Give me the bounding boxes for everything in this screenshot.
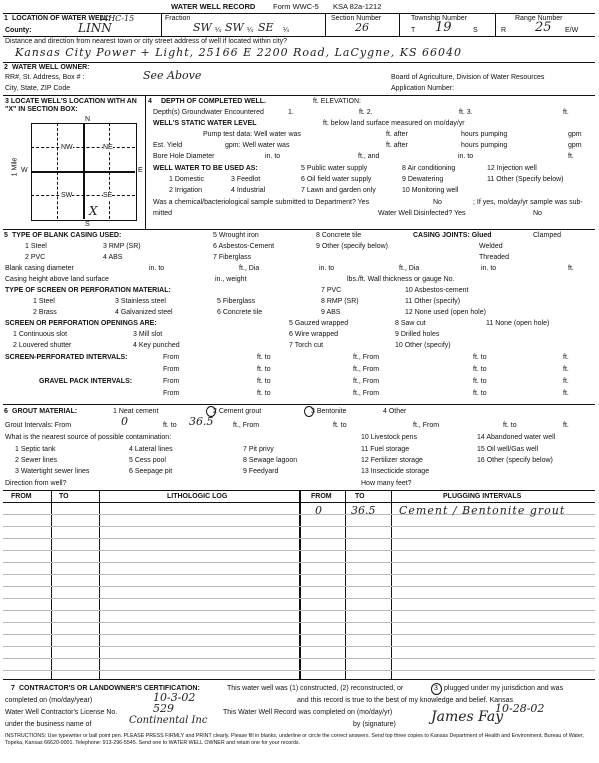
nw-label: NW [61, 144, 73, 151]
source-5: 5 Cess pool [129, 457, 166, 464]
direction-label: Direction from well? [5, 480, 67, 487]
grout-to-2: ft. to [333, 422, 347, 429]
log-row-rule [3, 586, 595, 587]
grout-intervals-label: Grout Intervals: From [5, 422, 72, 429]
est-yield-label: Est. Yield [153, 142, 183, 149]
township-label: Township Number [411, 15, 468, 22]
use-7: 7 Lawn and garden only [301, 187, 376, 194]
section-1-number: 1 [4, 15, 8, 22]
casing-opt-6: 6 Asbestos-Cement [213, 243, 275, 250]
board-label: Board of Agriculture, Division of Water Resources [391, 74, 545, 81]
east-label: E [138, 167, 143, 174]
screen-opt-8: 8 RMP (SR) [321, 298, 359, 305]
pump-gpm: gpm [568, 131, 582, 138]
use-11: 11 Other (Specify below) [487, 176, 564, 183]
screen-opt-4: 4 Galvanized steel [115, 309, 173, 316]
est-gpm: gpm [568, 142, 582, 149]
quarter-mark-c: ¼ [283, 27, 289, 34]
log-row-rule [3, 634, 595, 635]
source-13: 13 Insecticide storage [361, 468, 430, 475]
open-opt-1: 1 Continuous slot [13, 331, 68, 338]
range-value: 25 [535, 20, 552, 35]
well-id: MHC-15 [100, 14, 135, 23]
perf-intervals-label: SCREEN-PERFORATED INTERVALS: [5, 354, 128, 361]
open-opt-11: 11 None (open hole) [486, 320, 550, 327]
source-1: 1 Septic tank [15, 446, 56, 453]
open-opt-7: 7 Torch cut [289, 342, 324, 349]
plug-to-header: TO [355, 493, 365, 500]
groundwater-label: Depth(s) Groundwater Encountered [153, 109, 264, 116]
log-row-rule [3, 622, 595, 623]
section-4-number: 4 [148, 98, 152, 105]
est-hours: hours pumping [461, 142, 508, 149]
grout-opt-3-circle [304, 406, 314, 417]
grout-from-3: ft., From [413, 422, 440, 429]
fraction-b: SW [225, 21, 244, 34]
open-opt-4: 4 Key punched [133, 342, 180, 349]
screen-opt-12: 12 None used (open hole) [405, 309, 486, 316]
cert-text-2: and this record is true to the best of my knowledge and belief. Kansas [297, 697, 513, 704]
section-number-value: 26 [355, 21, 369, 34]
south-label: S [85, 221, 90, 228]
gw-2: ft. 2. [359, 109, 373, 116]
grout-from-2: ft., From [233, 422, 260, 429]
casing-opt-7: 7 Fiberglass [213, 254, 252, 261]
est-after: ft. after [386, 142, 408, 149]
est-yield-tail: gpm: Well water was [225, 142, 290, 149]
section-2-number: 2 [4, 64, 8, 71]
grout-from-value: 0 [121, 415, 128, 428]
perf-end-2: ft. [563, 366, 569, 373]
form-statute: KSA 82a-1212 [333, 2, 382, 11]
township-suffix: S [473, 27, 478, 34]
pump-test-label: Pump test data: Well water was [203, 131, 301, 138]
application-label: Application Number: [391, 85, 455, 92]
log-from-header: FROM [11, 493, 32, 500]
gravel-from-1b: ft., From [353, 378, 380, 385]
owner-label: WATER WELL OWNER: [12, 64, 90, 71]
log-row-rule [3, 526, 595, 527]
disinfected-no: No [533, 210, 542, 217]
source-7: 7 Pit privy [243, 446, 274, 453]
use-8: 8 Air conditioning [402, 165, 456, 172]
distance-label: Distance and direction from nearest town or city street address of well if located within city? [5, 38, 288, 45]
grout-to-label: ft. to [163, 422, 177, 429]
perf-to-1: ft. to [257, 354, 271, 361]
grout-opt-3: 3 Bentonite [311, 408, 347, 415]
log-litho-header: LITHOLOGIC LOG [167, 493, 228, 500]
use-6: 6 Oil field water supply [301, 176, 372, 183]
use-1: 1 Domestic [169, 176, 205, 183]
log-row-rule [3, 550, 595, 551]
bore-and: ft., and [358, 153, 380, 160]
plug-to-value: 36.5 [351, 504, 376, 517]
gravel-to-2b: ft. to [473, 390, 487, 397]
blank-diameter-in-2: in. to [319, 265, 335, 272]
instructions: INSTRUCTIONS: Use typewriter or ball point pen. PLEASE PRESS FIRMLY and PRINT clearly. Please fill in blanks, underline or circle the correct answers. Send top three copies to Kansas Department of Health and Environment, Bureau of Water, Topeka, Kansas 66620-0001. Telephone: 913-296-5545. Send one to WATER WELL OWNER and retain one for your records. [5, 733, 584, 746]
city-label: City, State, ZIP Code [5, 85, 71, 92]
gravel-to-2: ft. to [257, 390, 271, 397]
source-8: 8 Sewage lagoon [243, 457, 298, 464]
gw-1: 1. [288, 109, 294, 116]
casing-opt-3: 3 RMP (SR) [103, 243, 141, 250]
county-value: LINN [78, 21, 112, 35]
section-6-number: 6 [4, 408, 8, 415]
casing-opt-4: 4 ABS [103, 254, 123, 261]
gravel-to-1: ft. to [257, 378, 271, 385]
gravel-intervals-label: GRAVEL PACK INTERVALS: [39, 378, 133, 385]
chem-tail: ; If yes, mo/day/yr sample was sub- [473, 199, 583, 206]
range-label: Range Number [515, 15, 563, 22]
open-opt-9: 9 Drilled holes [395, 331, 440, 338]
how-many-feet: How many feet? [361, 480, 412, 487]
casing-opt-2: 2 PVC [25, 254, 46, 261]
range-prefix: R [501, 27, 507, 34]
license-label: Water Well Contractor's License No. [5, 709, 118, 716]
mile-label: 1 Mile [11, 157, 19, 177]
open-opt-10: 10 Other (specify) [395, 342, 451, 349]
section-number-label: Section Number [331, 15, 382, 22]
chem-no: No [433, 199, 442, 206]
bore-mid: in. to [265, 153, 281, 160]
casing-height-label: Casing height above land surface [5, 276, 109, 283]
perf-from-2b: ft., From [353, 366, 380, 373]
use-5: 5 Public water supply [301, 165, 368, 172]
casing-opt-1: 1 Steel [25, 243, 47, 250]
bore-in: in. to [458, 153, 474, 160]
source-14: 14 Abandoned water well [477, 434, 556, 441]
section-7-number: 7 [11, 685, 15, 692]
plug-from-value: 0 [315, 504, 322, 517]
bore-end: ft. [568, 153, 574, 160]
use-12: 12 Injection well [487, 165, 537, 172]
plug-description: Cement / Bentonite grout [399, 504, 566, 517]
pump-hours: hours pumping [461, 131, 508, 138]
source-16: 16 Other (specify below) [477, 457, 553, 464]
joints-label: CASING JOINTS: Glued [413, 232, 492, 239]
locate-label: 3 LOCATE WELL'S LOCATION WITH AN "X" IN SECTION BOX: [5, 98, 137, 113]
casing-lbsft: lbs./ft. Wall thickness or gauge No. [347, 276, 455, 283]
signature-label: by (signature) [353, 721, 396, 728]
joints-threaded: Threaded [479, 254, 509, 261]
gravel-end-2: ft. [563, 390, 569, 397]
source-3: 3 Watertight sewer lines [15, 468, 90, 475]
open-opt-6: 6 Wire wrapped [289, 331, 339, 338]
rr-address-value: See Above [143, 69, 202, 82]
grout-opt-2: 2 Cement grout [213, 408, 262, 415]
disinfected-label: Water Well Disinfected? Yes [378, 210, 466, 217]
north-label: N [85, 116, 91, 123]
source-9: 9 Feedyard [243, 468, 279, 475]
completed-label: completed on (mo/day/year) [5, 697, 93, 704]
cert-circled-number: 3 [434, 685, 438, 692]
screen-opt-5: 5 Fiberglass [217, 298, 256, 305]
business-label: under the business name of [5, 721, 92, 728]
grout-to-value: 36.5 [189, 415, 214, 428]
county-label: County: [5, 27, 32, 34]
elevation-label: ft. ELEVATION: [313, 98, 361, 105]
well-address: Kansas City Power + Light, 25166 E 2200 Road, LaCygne, KS 66040 [15, 46, 462, 59]
perf-end-1: ft. [563, 354, 569, 361]
chem-mitted: mitted [153, 210, 173, 217]
license-value: 529 [153, 702, 174, 715]
bore-label: Bore Hole Diameter [153, 153, 215, 160]
range-suffix: E/W [565, 27, 579, 34]
form-title: WATER WELL RECORD [171, 2, 256, 11]
grout-opt-4: 4 Other [383, 408, 407, 415]
gravel-from-2b: ft., From [353, 390, 380, 397]
grout-to-3: ft. to [503, 422, 517, 429]
screen-opt-9: 9 ABS [321, 309, 341, 316]
gw-end: ft. [563, 109, 569, 116]
source-2: 2 Sewer lines [15, 457, 58, 464]
cert-text-3: This Water Well Record was completed on (mo/day/yr) [223, 709, 393, 716]
rr-address-label: RR#, St. Address, Box # : [5, 74, 85, 81]
township-prefix: T [411, 27, 416, 34]
quarter-mark-a: ¼ [215, 27, 221, 34]
signature: James Fay [431, 709, 504, 725]
plug-intervals-header: PLUGGING INTERVALS [443, 493, 522, 500]
screen-opt-10: 10 Asbestos-cement [405, 287, 469, 294]
log-row-rule [3, 598, 595, 599]
water-well-record-form [3, 2, 595, 746]
perf-to-1b: ft. to [473, 354, 487, 361]
joints-clamped: Clamped [533, 232, 562, 239]
use-3: 3 Feedlot [231, 176, 261, 183]
screen-opt-6: 6 Concrete tile [217, 309, 263, 316]
well-x-mark: X [89, 204, 98, 218]
completed-value: 10-3-02 [153, 691, 196, 704]
fraction-label: Fraction [165, 15, 191, 22]
blank-diameter-dia-1: ft., Dia [239, 265, 260, 272]
casing-weight: in., weight [215, 276, 247, 283]
log-row-rule [3, 610, 595, 611]
source-6: 6 Seepage pit [129, 468, 173, 475]
casing-opt-9: 9 Other (specify below) [316, 243, 388, 250]
source-12: 12 Fertilizer storage [361, 457, 423, 464]
cert-text-1b: plugged under my jurisdiction and was [444, 685, 564, 692]
blank-diameter-dia-2: ft., Dia [399, 265, 420, 272]
gravel-from-1: From [163, 378, 180, 385]
blank-diameter-in: in. to [149, 265, 165, 272]
perf-from-2: From [163, 366, 180, 373]
use-9: 9 Dewatering [402, 176, 444, 183]
joints-welded: Welded [479, 243, 503, 250]
screen-opt-3: 3 Stainless steel [115, 298, 166, 305]
cert-text-1: This water well was (1) constructed, (2) reconstructed, or [227, 685, 404, 692]
open-opt-2: 2 Louvered shutter [13, 342, 72, 349]
grout-label: GROUT MATERIAL: [12, 408, 78, 415]
grout-opt-1: 1 Neat cement [113, 408, 159, 415]
static-level-label: WELL'S STATIC WATER LEVEL [153, 120, 257, 127]
pump-after: ft. after [386, 131, 408, 138]
perf-from-1: From [163, 354, 180, 361]
screen-label: TYPE OF SCREEN OR PERFORATION MATERIAL: [5, 287, 171, 294]
log-to-header: TO [59, 493, 69, 500]
use-10: 10 Monitoring well [402, 187, 459, 194]
blank-diameter-in-3: in. to [481, 265, 497, 272]
log-row-rule [3, 562, 595, 563]
fraction-c: SE [258, 21, 274, 34]
form-number: Form WWC-5 [273, 2, 319, 11]
gravel-from-2: From [163, 390, 180, 397]
plug-from-header: FROM [311, 493, 332, 500]
business-value: Continental Inc [129, 715, 208, 726]
perf-to-2: ft. to [257, 366, 271, 373]
record-date: 10-28-02 [495, 702, 545, 715]
se-label: SE [103, 192, 113, 199]
open-opt-5: 5 Gauzed wrapped [289, 320, 349, 327]
gw-3: ft. 3. [459, 109, 473, 116]
source-15: 15 Oil well/Gas well [477, 446, 539, 453]
screen-opt-2: 2 Brass [33, 309, 57, 316]
log-row-rule [3, 574, 595, 575]
use-4: 4 Industrial [231, 187, 266, 194]
chem-question: Was a chemical/bacteriological sample submitted to Department? Yes [153, 199, 370, 206]
west-label: W [21, 167, 28, 174]
static-level-tail: ft. below land surface measured on mo/day/yr [323, 120, 465, 127]
perf-from-1b: ft., From [353, 354, 380, 361]
location-label: LOCATION OF WATER WELL: [12, 15, 111, 22]
log-row-rule [3, 538, 595, 539]
depth-label: DEPTH OF COMPLETED WELL. [161, 98, 266, 105]
gravel-to-1b: ft. to [473, 378, 487, 385]
grout-end: ft. [563, 422, 569, 429]
open-opt-8: 8 Saw cut [395, 320, 426, 327]
source-4: 4 Lateral lines [129, 446, 173, 453]
contamination-label: What is the nearest source of possible contamination: [5, 434, 172, 441]
source-10: 10 Livestock pens [361, 434, 418, 441]
screen-opt-11: 11 Other (specify) [405, 298, 461, 305]
ne-label: NE [103, 144, 113, 151]
cert-label: CONTRACTOR'S OR LANDOWNER'S CERTIFICATION: [19, 685, 200, 692]
township-value: 19 [435, 20, 452, 35]
section-5-number: 5 [4, 232, 8, 239]
source-11: 11 Fuel storage [361, 446, 410, 453]
perf-to-2b: ft. to [473, 366, 487, 373]
casing-opt-8: 8 Concrete tile [316, 232, 362, 239]
log-row-rule [3, 670, 595, 671]
screen-opt-1: 1 Steel [33, 298, 55, 305]
use-label: WELL WATER TO BE USED AS: [153, 165, 258, 172]
blank-diameter-end: ft. [568, 265, 574, 272]
blank-diameter-label: Blank casing diameter [5, 265, 74, 272]
screen-opt-7: 7 PVC [321, 287, 342, 294]
use-2: 2 Irrigation [169, 187, 203, 194]
casing-opt-5: 5 Wrought iron [213, 232, 259, 239]
log-row-rule [3, 658, 595, 659]
fraction-a: SW [193, 21, 212, 34]
quarter-mark-b: ¼ [247, 27, 253, 34]
openings-label: SCREEN OR PERFORATION OPENINGS ARE: [5, 320, 157, 327]
sw-label: SW [61, 192, 73, 199]
casing-label: TYPE OF BLANK CASING USED: [12, 232, 122, 239]
open-opt-3: 3 Mill slot [133, 331, 163, 338]
log-row-rule [3, 646, 595, 647]
gravel-end-1: ft. [563, 378, 569, 385]
